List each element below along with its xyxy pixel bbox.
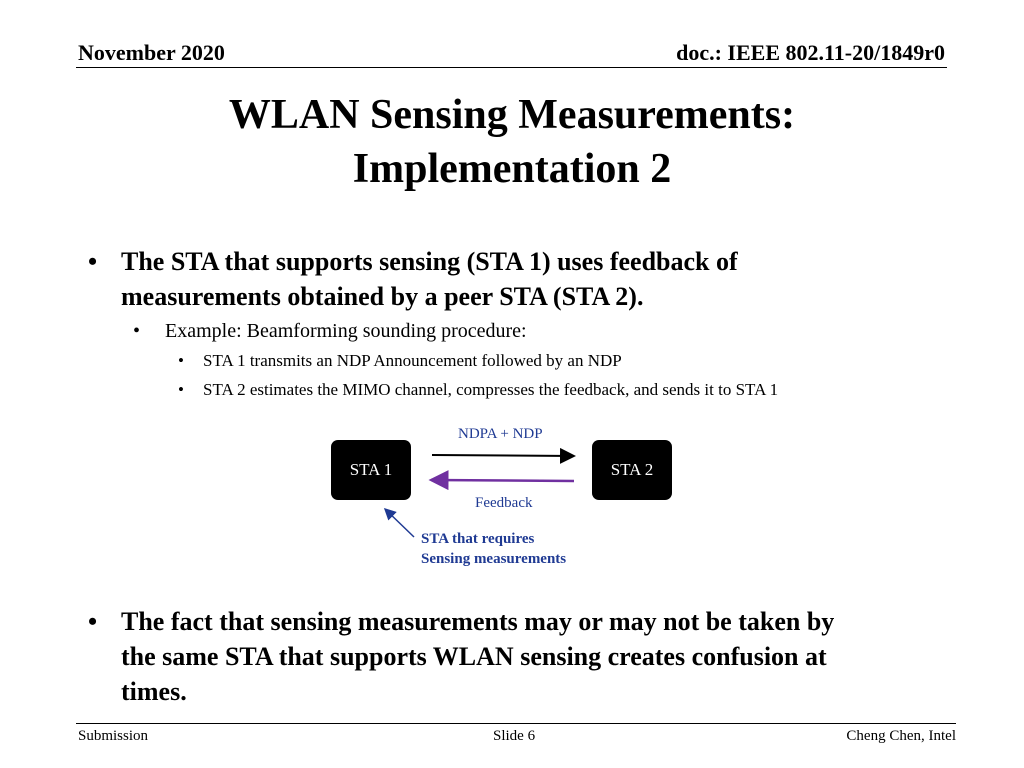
note-pointer-arrow bbox=[385, 509, 414, 537]
bullet-main-1-line2: measurements obtained by a peer STA (STA 2). bbox=[121, 282, 644, 311]
bullet-main-1-line1: The STA that supports sensing (STA 1) uses feedback of bbox=[121, 247, 738, 276]
bullet-marker: • bbox=[88, 607, 98, 636]
bullet-main-2-line1: The fact that sensing measurements may or may not be taken by bbox=[121, 607, 835, 636]
header-date: November 2020 bbox=[78, 40, 225, 65]
sensing-note-line2: Sensing measurements bbox=[421, 551, 567, 567]
subsub-bullet-marker: • bbox=[178, 380, 184, 399]
sensing-note bbox=[421, 529, 566, 569]
ndpa-ndp-arrow bbox=[432, 455, 574, 456]
subsub-bullet-1: STA 1 transmits an NDP Announcement followed by an NDP bbox=[203, 351, 622, 370]
subsub-bullet-2: STA 2 estimates the MIMO channel, compresses the feedback, and sends it to STA 1 bbox=[203, 380, 779, 399]
footer-submission: Submission bbox=[78, 728, 149, 744]
feedback-arrow bbox=[431, 480, 574, 481]
bullet-main-2-line2: the same STA that supports WLAN sensing creates confusion at bbox=[121, 642, 827, 671]
slide-title-line1: WLAN Sensing Measurements: bbox=[228, 92, 796, 138]
sta1-box: STA 1 bbox=[331, 440, 411, 500]
footer-author: Cheng Chen, Intel bbox=[846, 728, 956, 744]
ndpa-ndp-label: NDPA + NDP bbox=[458, 426, 543, 442]
sub-bullet-1: Example: Beamforming sounding procedure: bbox=[165, 320, 527, 342]
sta2-box: STA 2 bbox=[592, 440, 672, 500]
footer-divider bbox=[76, 723, 956, 724]
header-doc-id: doc.: IEEE 802.11-20/1849r0 bbox=[676, 40, 945, 65]
bullet-main-2 bbox=[121, 604, 834, 709]
bullet-marker: • bbox=[88, 247, 98, 276]
bullet-main-2-line3: times. bbox=[121, 677, 187, 706]
sub-bullet-marker: • bbox=[133, 320, 141, 342]
slide-title-line2: Implementation 2 bbox=[352, 146, 672, 192]
feedback-label: Feedback bbox=[475, 495, 533, 511]
footer-slide-number: Slide 6 bbox=[493, 728, 536, 744]
subsub-bullet-marker: • bbox=[178, 351, 184, 370]
sensing-note-line1: STA that requires bbox=[421, 531, 535, 547]
